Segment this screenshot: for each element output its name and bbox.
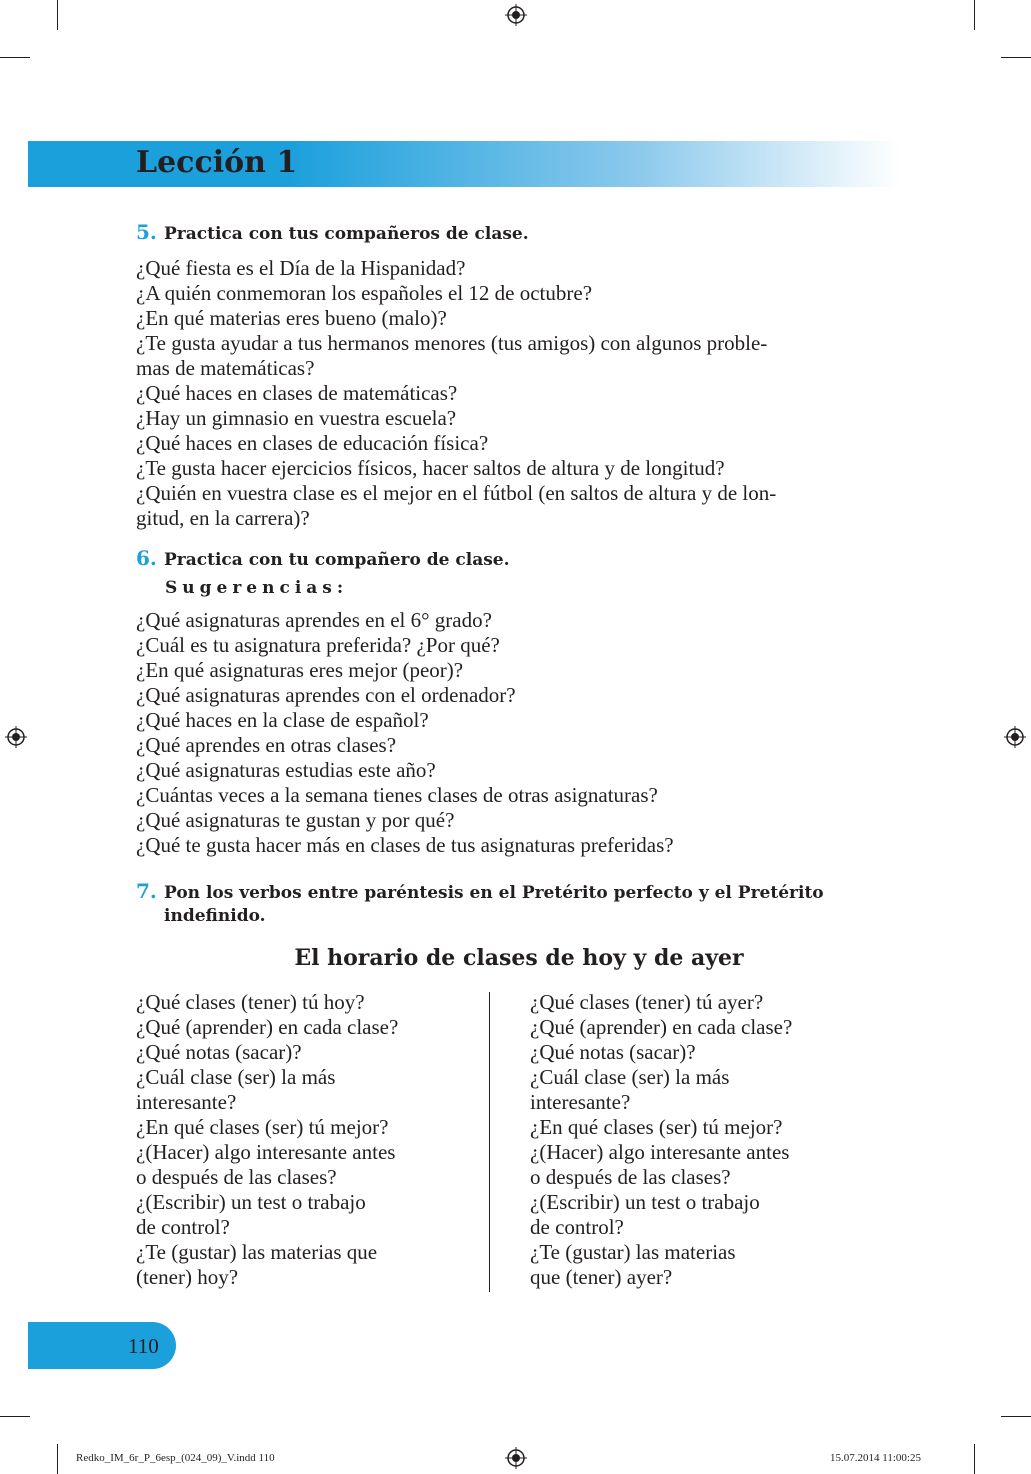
registration-mark-icon: [1004, 726, 1026, 748]
exercise-instruction: Practica con tus compañeros de clase.: [164, 224, 529, 244]
schedule-line: ¿(Escribir) un test o trabajo: [530, 1190, 760, 1214]
exercise-6-header: [136, 546, 510, 572]
exercise-5-questions: [136, 256, 906, 531]
print-slug-date: 15.07.2014 11:00:25: [830, 1452, 921, 1464]
schedule-line: o después de las clases?: [136, 1165, 337, 1189]
schedule-line: de control?: [136, 1215, 230, 1239]
schedule-today-column: [136, 990, 398, 1290]
print-slug-file: Redko_IM_6r_P_6esp_(024_09)_V.indd 110: [76, 1452, 275, 1464]
schedule-line: ¿(Hacer) algo interesante antes: [530, 1140, 790, 1164]
question-line: gitud, en la carrera)?: [136, 506, 310, 530]
question-line: ¿Qué haces en clases de educación física?: [136, 431, 489, 455]
question-line: ¿A quién conmemoran los españoles el 12 de octubre?: [136, 281, 593, 305]
schedule-line: interesante?: [530, 1090, 631, 1114]
question-line: ¿Te gusta ayudar a tus hermanos menores (tus amigos) con algunos proble-: [136, 331, 768, 355]
exercise-6-questions: [136, 608, 906, 858]
schedule-yesterday-column: [530, 990, 792, 1290]
suggestions-label: Sugerencias:: [165, 578, 349, 598]
question-line: ¿En qué asignaturas eres mejor (peor)?: [136, 658, 464, 682]
schedule-line: ¿Te (gustar) las materias que: [136, 1240, 378, 1264]
exercise-number: 7.: [136, 879, 157, 903]
question-line: ¿Qué asignaturas aprendes con el ordenador?: [136, 683, 516, 707]
schedule-line: ¿Qué clases (tener) tú hoy?: [136, 990, 365, 1014]
crop-mark: [974, 0, 975, 30]
question-line: ¿Hay un gimnasio en vuestra escuela?: [136, 406, 457, 430]
question-line: ¿Qué asignaturas aprendes en el 6° grado?: [136, 608, 492, 632]
question-line: ¿Cuántas veces a la semana tienes clases de otras asignaturas?: [136, 783, 658, 807]
crop-mark: [974, 1444, 975, 1474]
schedule-line: ¿Qué (aprender) en cada clase?: [530, 1015, 793, 1039]
schedule-line: interesante?: [136, 1090, 237, 1114]
schedule-line: ¿Qué notas (sacar)?: [530, 1040, 696, 1064]
question-line: ¿Qué haces en clases de matemáticas?: [136, 381, 458, 405]
schedule-line: ¿(Escribir) un test o trabajo: [136, 1190, 366, 1214]
question-line: ¿Qué asignaturas te gustan y por qué?: [136, 808, 455, 832]
registration-mark-icon: [505, 4, 527, 26]
schedule-line: ¿Cuál clase (ser) la más: [136, 1065, 336, 1089]
lesson-title: Lección 1: [136, 145, 298, 180]
column-divider: [489, 992, 490, 1292]
question-line: ¿Qué te gusta hacer más en clases de tus asignaturas preferidas?: [136, 833, 674, 857]
schedule-line: ¿Qué notas (sacar)?: [136, 1040, 302, 1064]
exercise-5-header: [136, 220, 529, 246]
question-line: ¿Qué aprendes en otras clases?: [136, 733, 397, 757]
question-line: ¿Te gusta hacer ejercicios físicos, hacer saltos de altura y de longitud?: [136, 456, 725, 480]
section-title: El horario de clases de hoy y de ayer: [294, 945, 744, 971]
schedule-line: ¿En qué clases (ser) tú mejor?: [530, 1115, 783, 1139]
registration-mark-icon: [505, 1447, 527, 1469]
exercise-number: 6.: [136, 546, 157, 570]
schedule-line: ¿Qué clases (tener) tú ayer?: [530, 990, 764, 1014]
crop-mark: [1001, 57, 1031, 58]
page-number: 110: [128, 1334, 159, 1358]
schedule-line: (tener) hoy?: [136, 1265, 239, 1289]
schedule-line: de control?: [530, 1215, 624, 1239]
question-line: ¿Qué fiesta es el Día de la Hispanidad?: [136, 256, 466, 280]
schedule-line: ¿Cuál clase (ser) la más: [530, 1065, 730, 1089]
exercise-instruction: Pon los verbos entre paréntesis en el Pretérito perfecto y el Pretérito indefinido.: [164, 883, 824, 926]
exercise-number: 5.: [136, 220, 157, 244]
question-line: ¿Quién en vuestra clase es el mejor en el fútbol (en saltos de altura y de lon-: [136, 481, 777, 505]
schedule-line: ¿Qué (aprender) en cada clase?: [136, 1015, 399, 1039]
question-line: ¿Cuál es tu asignatura preferida? ¿Por qué?: [136, 633, 500, 657]
schedule-line: o después de las clases?: [530, 1165, 731, 1189]
registration-mark-icon: [5, 726, 27, 748]
schedule-line: ¿Te (gustar) las materias: [530, 1240, 736, 1264]
exercise-7-header: [136, 879, 904, 928]
schedule-line: ¿En qué clases (ser) tú mejor?: [136, 1115, 389, 1139]
question-line: ¿En qué materias eres bueno (malo)?: [136, 306, 447, 330]
schedule-line: ¿(Hacer) algo interesante antes: [136, 1140, 396, 1164]
question-line: ¿Qué asignaturas estudias este año?: [136, 758, 436, 782]
crop-mark: [1001, 1416, 1031, 1417]
question-line: ¿Qué haces en la clase de español?: [136, 708, 429, 732]
crop-mark: [57, 1444, 58, 1474]
crop-mark: [57, 0, 58, 30]
schedule-line: que (tener) ayer?: [530, 1265, 673, 1289]
question-line: mas de matemáticas?: [136, 356, 315, 380]
exercise-instruction: Practica con tu compañero de clase.: [164, 550, 510, 570]
crop-mark: [0, 1416, 30, 1417]
crop-mark: [0, 57, 30, 58]
